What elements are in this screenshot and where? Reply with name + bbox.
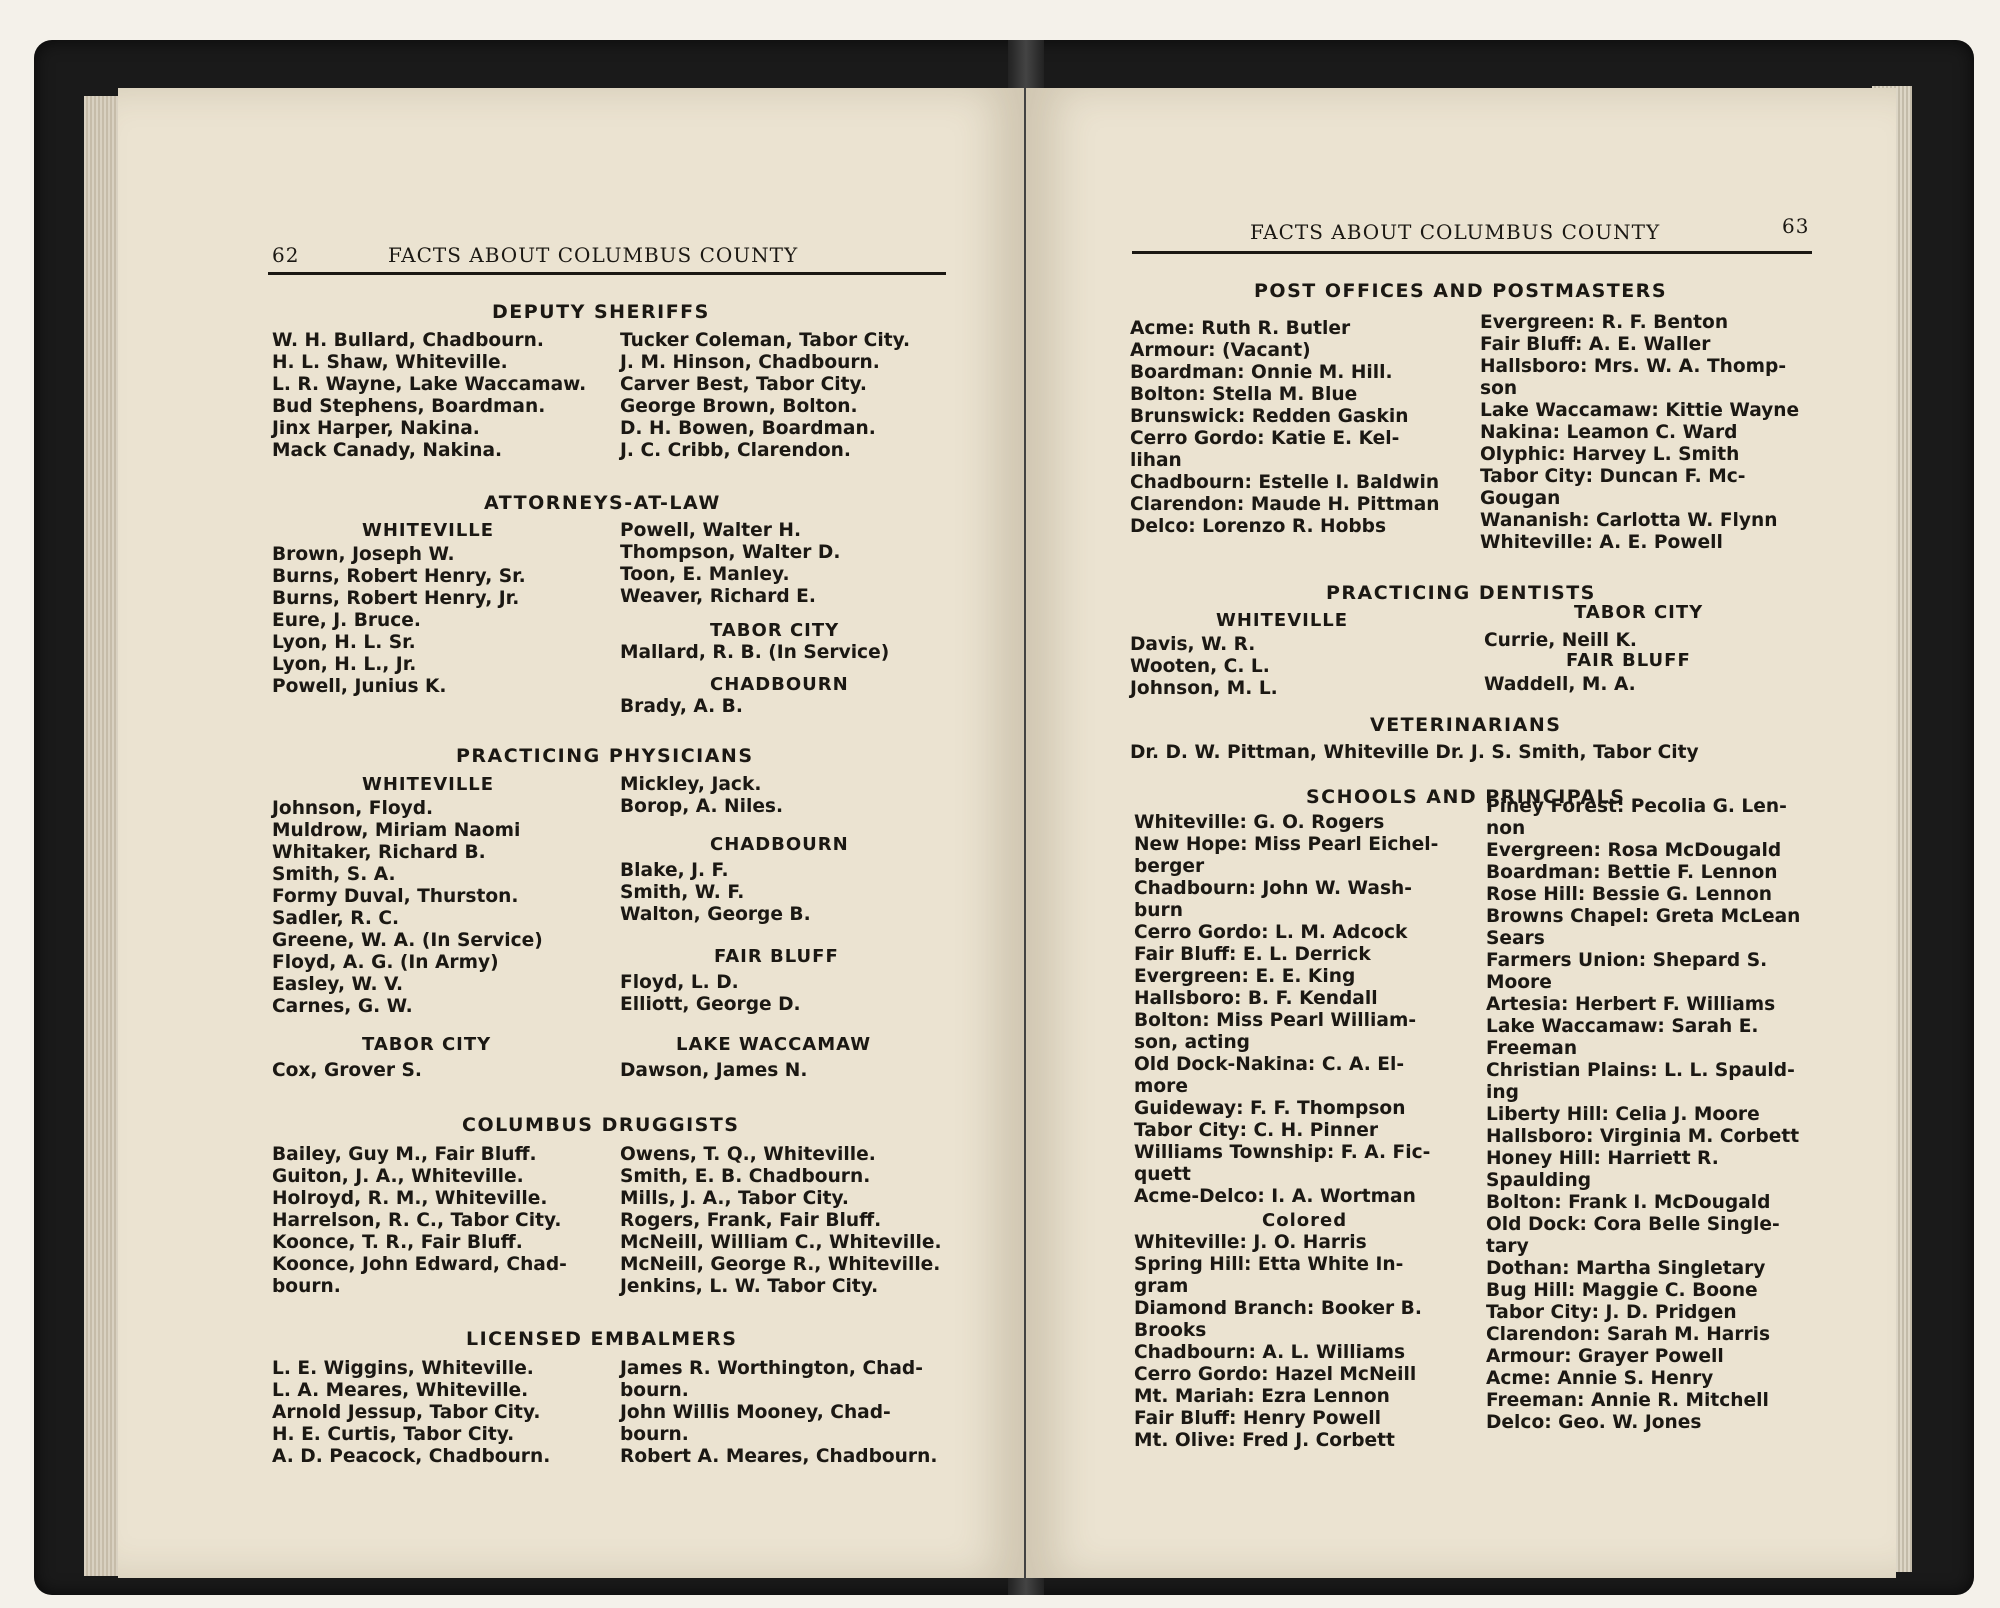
list-item: Smith, W. F.: [620, 882, 745, 903]
embalmers-col1: [272, 1358, 550, 1468]
list-item: tary: [1486, 1236, 1529, 1257]
list-item: Cerro Gordo: Katie E. Kel-: [1130, 428, 1400, 449]
list-item: Guideway: F. F. Thompson: [1134, 1098, 1406, 1119]
physicians-tabor: [272, 1060, 422, 1082]
list-item: quett: [1134, 1164, 1191, 1185]
list-item: Harrelson, R. C., Tabor City.: [272, 1210, 562, 1231]
list-item: Hallsboro: Mrs. W. A. Thomp-: [1480, 356, 1787, 377]
list-item: Browns Chapel: Greta McLean: [1486, 906, 1801, 927]
left-page-number: 62: [272, 243, 300, 267]
list-item: H. E. Curtis, Tabor City.: [272, 1424, 515, 1445]
list-item: Old Dock: Cora Belle Single-: [1486, 1214, 1780, 1235]
list-item: Delco: Lorenzo R. Hobbs: [1130, 516, 1387, 537]
list-item: more: [1134, 1076, 1188, 1097]
list-item: Sears: [1486, 928, 1545, 949]
list-item: Carver Best, Tabor City.: [620, 374, 867, 395]
list-item: Bailey, Guy M., Fair Bluff.: [272, 1144, 537, 1165]
list-item: Evergreen: Rosa McDougald: [1486, 840, 1782, 861]
physicians-chadbourn-label: CHADBOURN: [710, 834, 849, 855]
list-item: Carnes, G. W.: [272, 996, 413, 1017]
list-item: son: [1480, 378, 1518, 399]
left-header-rule: [268, 272, 946, 275]
veterinarians-title: VETERINARIANS: [1370, 714, 1562, 736]
embalmers-col2: [620, 1358, 937, 1468]
druggists-col2: [620, 1144, 942, 1298]
list-item: Borop, A. Niles.: [620, 796, 784, 817]
list-item: Eure, J. Bruce.: [272, 610, 421, 631]
deputy-sheriffs-col1: [272, 330, 586, 462]
list-item: Lake Waccamaw: Sarah E.: [1486, 1016, 1759, 1037]
list-item: Honey Hill: Harriett R.: [1486, 1148, 1719, 1169]
list-item: Armour: (Vacant): [1130, 340, 1311, 361]
list-item: Liberty Hill: Celia J. Moore: [1486, 1104, 1760, 1125]
list-item: berger: [1134, 856, 1205, 877]
list-item: bourn.: [620, 1380, 689, 1401]
list-item: Lake Waccamaw: Kittie Wayne: [1480, 400, 1800, 421]
list-item: Acme-Delco: I. A. Wortman: [1134, 1186, 1416, 1207]
list-item: Fair Bluff: A. E. Waller: [1480, 334, 1711, 355]
list-item: Formy Duval, Thurston.: [272, 886, 519, 907]
list-item: Brunswick: Redden Gaskin: [1130, 406, 1409, 427]
list-item: Lyon, H. L. Sr.: [272, 632, 416, 653]
druggists-col1: [272, 1144, 567, 1298]
dentists-fairbluff-label: FAIR BLUFF: [1566, 650, 1691, 671]
list-item: bourn.: [620, 1424, 689, 1445]
schools-colored: [1134, 1232, 1422, 1452]
list-item: Cerro Gordo: L. M. Adcock: [1134, 922, 1408, 943]
deputy-sheriffs-title: DEPUTY SHERIFFS: [492, 301, 710, 323]
list-item: W. H. Bullard, Chadbourn.: [272, 330, 544, 351]
list-item: lihan: [1130, 450, 1182, 471]
list-item: Chadbourn: Estelle I. Baldwin: [1130, 472, 1440, 493]
list-item: John Willis Mooney, Chad-: [620, 1402, 891, 1423]
right-header-rule: [1132, 251, 1812, 254]
list-item: Waddell, M. A.: [1484, 674, 1636, 695]
list-item: Elliott, George D.: [620, 994, 801, 1015]
list-item: Mt. Olive: Fred J. Corbett: [1134, 1430, 1395, 1451]
list-item: Mickley, Jack.: [620, 774, 762, 795]
dentists-title: PRACTICING DENTISTS: [1326, 582, 1596, 604]
list-item: Fair Bluff: Henry Powell: [1134, 1408, 1382, 1429]
list-item: Toon, E. Manley.: [620, 564, 790, 585]
list-item: Tucker Coleman, Tabor City.: [620, 330, 911, 351]
list-item: Robert A. Meares, Chadbourn.: [620, 1446, 938, 1467]
list-item: Koonce, John Edward, Chad-: [272, 1254, 567, 1275]
list-item: Hallsboro: B. F. Kendall: [1134, 988, 1378, 1009]
list-item: Koonce, T. R., Fair Bluff.: [272, 1232, 523, 1253]
list-item: Boardman: Onnie M. Hill.: [1130, 362, 1393, 383]
attorneys-whiteville-label: WHITEVILLE: [362, 520, 495, 541]
schools-col1: [1134, 812, 1438, 1208]
embalmers-title: LICENSED EMBALMERS: [466, 1328, 738, 1350]
list-item: Bolton: Miss Pearl William-: [1134, 1010, 1417, 1031]
list-item: Tabor City: Duncan F. Mc-: [1480, 466, 1746, 487]
physicians-whiteville-label: WHITEVILLE: [362, 774, 495, 795]
list-item: son, acting: [1134, 1032, 1250, 1053]
list-item: Chadbourn: John W. Wash-: [1134, 878, 1412, 899]
list-item: burn: [1134, 900, 1183, 921]
list-item: Wananish: Carlotta W. Flynn: [1480, 510, 1778, 531]
schools-colored-label: Colored: [1262, 1210, 1348, 1231]
list-item: Moore: [1486, 972, 1552, 993]
list-item: Dothan: Martha Singletary: [1486, 1258, 1766, 1279]
list-item: Farmers Union: Shepard S.: [1486, 950, 1768, 971]
list-item: Brown, Joseph W.: [272, 544, 455, 565]
list-item: Walton, George B.: [620, 904, 811, 925]
list-item: Wooten, C. L.: [1130, 656, 1270, 677]
list-item: A. D. Peacock, Chadbourn.: [272, 1446, 551, 1467]
list-item: Jenkins, L. W. Tabor City.: [620, 1276, 879, 1297]
list-item: Rogers, Frank, Fair Bluff.: [620, 1210, 882, 1231]
list-item: Hallsboro: Virginia M. Corbett: [1486, 1126, 1800, 1147]
druggists-title: COLUMBUS DRUGGISTS: [462, 1114, 740, 1136]
list-item: Boardman: Bettie F. Lennon: [1486, 862, 1778, 883]
veterinarians-line: Dr. D. W. Pittman, Whiteville Dr. J. S. Smith, Tabor City: [1130, 742, 1699, 763]
list-item: Artesia: Herbert F. Williams: [1486, 994, 1776, 1015]
list-item: Holroyd, R. M., Whiteville.: [272, 1188, 548, 1209]
physicians-tabor-label: TABOR CITY: [362, 1034, 492, 1055]
list-item: L. A. Meares, Whiteville.: [272, 1380, 529, 1401]
physicians-fairbluff: [620, 972, 801, 1016]
list-item: Tabor City: J. D. Pridgen: [1486, 1302, 1737, 1323]
list-item: Nakina: Leamon C. Ward: [1480, 422, 1738, 443]
list-item: Smith, E. B. Chadbourn.: [620, 1166, 871, 1187]
list-item: bourn.: [272, 1276, 341, 1297]
list-item: H. L. Shaw, Whiteville.: [272, 352, 508, 373]
dentists-tabor-label: TABOR CITY: [1574, 602, 1704, 623]
list-item: Lyon, H. L., Jr.: [272, 654, 417, 675]
list-item: Sadler, R. C.: [272, 908, 400, 929]
list-item: Acme: Ruth R. Butler: [1130, 318, 1351, 339]
list-item: Clarendon: Sarah M. Harris: [1486, 1324, 1771, 1345]
list-item: Currie, Neill K.: [1484, 630, 1637, 651]
list-item: Johnson, Floyd.: [272, 798, 434, 819]
physicians-lake-label: LAKE WACCAMAW: [676, 1034, 872, 1055]
list-item: Bolton: Frank I. McDougald: [1486, 1192, 1771, 1213]
list-item: Freeman: [1486, 1038, 1578, 1059]
list-item: Burns, Robert Henry, Jr.: [272, 588, 520, 609]
list-item: non: [1486, 818, 1526, 839]
list-item: Arnold Jessup, Tabor City.: [272, 1402, 541, 1423]
list-item: Whiteville: J. O. Harris: [1134, 1232, 1367, 1253]
list-item: gram: [1134, 1276, 1189, 1297]
list-item: Spaulding: [1486, 1170, 1592, 1191]
list-item: Gougan: [1480, 488, 1561, 509]
attorneys-col2: [620, 520, 840, 608]
list-item: Delco: Geo. W. Jones: [1486, 1412, 1702, 1433]
list-item: Diamond Branch: Booker B.: [1134, 1298, 1422, 1319]
list-item: New Hope: Miss Pearl Eichel-: [1134, 834, 1439, 855]
list-item: Cox, Grover S.: [272, 1060, 422, 1081]
list-item: Weaver, Richard E.: [620, 586, 816, 607]
schools-col2: [1486, 796, 1800, 1434]
list-item: Burns, Robert Henry, Sr.: [272, 566, 526, 587]
dentists-whiteville-label: WHITEVILLE: [1216, 610, 1349, 631]
list-item: Muldrow, Miriam Naomi: [272, 820, 521, 841]
list-item: Greene, W. A. (In Service): [272, 930, 543, 951]
post-offices-col1: [1130, 318, 1440, 538]
list-item: L. E. Wiggins, Whiteville.: [272, 1358, 534, 1379]
list-item: Whiteville: G. O. Rogers: [1134, 812, 1385, 833]
list-item: Clarendon: Maude H. Pittman: [1130, 494, 1440, 515]
list-item: George Brown, Bolton.: [620, 396, 858, 417]
list-item: Bolton: Stella M. Blue: [1130, 384, 1358, 405]
post-offices-col2: [1480, 312, 1799, 554]
list-item: L. R. Wayne, Lake Waccamaw.: [272, 374, 587, 395]
list-item: Mallard, R. B. (In Service): [620, 642, 890, 663]
list-item: Chadbourn: A. L. Williams: [1134, 1342, 1406, 1363]
dentists-tabor: [1484, 630, 1637, 652]
list-item: Old Dock-Nakina: C. A. El-: [1134, 1054, 1405, 1075]
list-item: Evergreen: R. F. Benton: [1480, 312, 1729, 333]
list-item: McNeill, George R., Whiteville.: [620, 1254, 941, 1275]
list-item: Floyd, L. D.: [620, 972, 739, 993]
list-item: Fair Bluff: E. L. Derrick: [1134, 944, 1371, 965]
list-item: Mack Canady, Nakina.: [272, 440, 503, 461]
list-item: Cerro Gordo: Hazel McNeill: [1134, 1364, 1417, 1385]
list-item: Rose Hill: Bessie G. Lennon: [1486, 884, 1772, 905]
list-item: ing: [1486, 1082, 1519, 1103]
attorneys-chadbourn: [620, 696, 743, 718]
list-item: Tabor City: C. H. Pinner: [1134, 1120, 1379, 1141]
post-offices-title: POST OFFICES AND POSTMASTERS: [1254, 280, 1668, 302]
physicians-fairbluff-label: FAIR BLUFF: [714, 946, 839, 967]
list-item: Johnson, M. L.: [1130, 678, 1278, 699]
list-item: James R. Worthington, Chad-: [620, 1358, 923, 1379]
deputy-sheriffs-col2: [620, 330, 910, 462]
attorneys-col1: [272, 544, 526, 698]
list-item: Williams Township: F. A. Fic-: [1134, 1142, 1431, 1163]
list-item: D. H. Bowen, Boardman.: [620, 418, 876, 439]
list-item: Bud Stephens, Boardman.: [272, 396, 546, 417]
list-item: McNeill, William C., Whiteville.: [620, 1232, 942, 1253]
list-item: Smith, S. A.: [272, 864, 396, 885]
physicians-chadbourn: [620, 860, 811, 926]
list-item: Easley, W. V.: [272, 974, 404, 995]
list-item: Blake, J. F.: [620, 860, 729, 881]
list-item: Spring Hill: Etta White In-: [1134, 1254, 1404, 1275]
list-item: Powell, Junius K.: [272, 676, 447, 697]
physicians-lake: [620, 1060, 807, 1082]
list-item: Whiteville: A. E. Powell: [1480, 532, 1723, 553]
list-item: Whitaker, Richard B.: [272, 842, 486, 863]
list-item: Bug Hill: Maggie C. Boone: [1486, 1280, 1758, 1301]
dentists-fairbluff: [1484, 674, 1636, 696]
list-item: Piney Forest: Pecolia G. Len-: [1486, 796, 1787, 817]
physicians-col2: [620, 774, 783, 818]
list-item: Powell, Walter H.: [620, 520, 802, 541]
right-page-number: 63: [1782, 214, 1810, 238]
list-item: Christian Plains: L. L. Spauld-: [1486, 1060, 1795, 1081]
list-item: Guiton, J. A., Whiteville.: [272, 1166, 524, 1187]
list-item: Owens, T. Q., Whiteville.: [620, 1144, 876, 1165]
list-item: Mills, J. A., Tabor City.: [620, 1188, 849, 1209]
list-item: Brady, A. B.: [620, 696, 743, 717]
list-item: Acme: Annie S. Henry: [1486, 1368, 1714, 1389]
list-item: Jinx Harper, Nakina.: [272, 418, 480, 439]
list-item: J. M. Hinson, Chadbourn.: [620, 352, 880, 373]
right-page-header: FACTS ABOUT COLUMBUS COUNTY: [1250, 220, 1661, 244]
attorneys-chadbourn-label: CHADBOURN: [710, 674, 849, 695]
list-item: Mt. Mariah: Ezra Lennon: [1134, 1386, 1390, 1407]
list-item: Evergreen: E. E. King: [1134, 966, 1356, 987]
attorneys-title: ATTORNEYS-AT-LAW: [484, 492, 721, 514]
list-item: Davis, W. R.: [1130, 634, 1256, 655]
list-item: Armour: Grayer Powell: [1486, 1346, 1724, 1367]
dentists-col1: [1130, 634, 1278, 700]
list-item: Floyd, A. G. (In Army): [272, 952, 499, 973]
list-item: Dawson, James N.: [620, 1060, 808, 1081]
physicians-col1: [272, 798, 543, 1018]
left-page-header: FACTS ABOUT COLUMBUS COUNTY: [388, 243, 799, 267]
list-item: Thompson, Walter D.: [620, 542, 841, 563]
list-item: Olyphic: Harvey L. Smith: [1480, 444, 1740, 465]
attorneys-tabor: [620, 642, 889, 664]
physicians-title: PRACTICING PHYSICIANS: [456, 745, 754, 767]
list-item: Brooks: [1134, 1320, 1207, 1341]
schools-title: SCHOOLS AND PRINCIPALS: [1306, 786, 1626, 808]
list-item: J. C. Cribb, Clarendon.: [620, 440, 851, 461]
attorneys-tabor-label: TABOR CITY: [710, 620, 840, 641]
list-item: Freeman: Annie R. Mitchell: [1486, 1390, 1769, 1411]
